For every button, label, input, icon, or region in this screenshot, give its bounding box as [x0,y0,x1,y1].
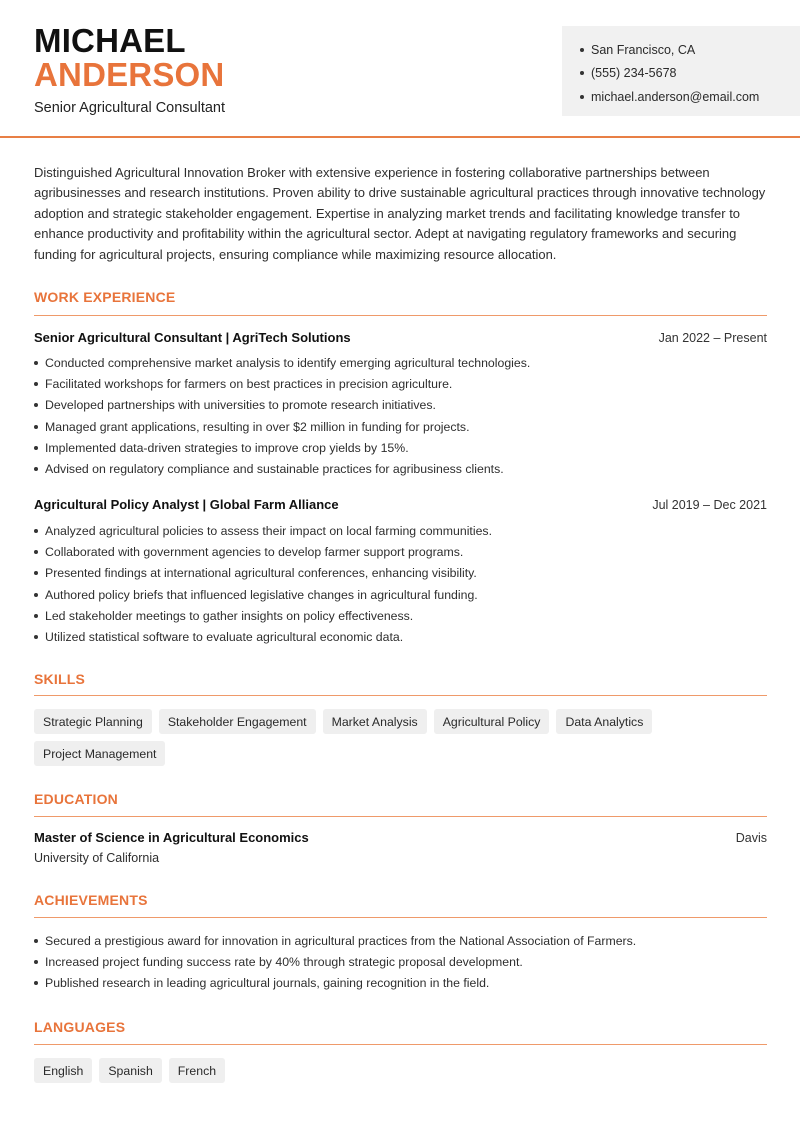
list-item [34,563,767,584]
first-name: MICHAEL [34,22,186,59]
list-item [34,520,767,541]
list-item [34,458,767,479]
section-divider [34,1044,767,1045]
job-title: Senior Agricultural Consultant [34,100,226,116]
list-item [34,541,767,562]
list-item-text: Conducted comprehensive market analysis to identify emerging agricultural technologies. [45,355,531,370]
job-2-dates: Jul 2019 – Dec 2021 [652,498,767,512]
section-divider [34,695,767,696]
last-name: ANDERSON [34,56,225,93]
bullet-icon [34,960,38,964]
language-chip: English [34,1058,92,1083]
list-item [34,973,767,994]
job-2-header [34,497,767,512]
job-1-role: Senior Agricultural Consultant | AgriTech Solutions [34,330,351,345]
bullet-icon [34,403,38,407]
list-item [34,951,767,972]
list-item-text: Implemented data-driven strategies to improve crop yields by 15%. [45,440,409,455]
section-divider [34,315,767,316]
language-chip: Spanish [99,1058,161,1083]
bullet-icon [34,361,38,365]
list-item-text: Authored policy briefs that influenced legislative changes in agricultural funding. [45,587,478,602]
bullet-icon [34,467,38,471]
skill-chip: Stakeholder Engagement [159,709,316,734]
contact-phone-text: (555) 234-5678 [591,66,677,81]
bullet-icon [34,939,38,943]
bullet-icon [34,981,38,985]
bullet-icon [34,571,38,575]
bullet-icon [34,614,38,618]
skills-chips [34,709,774,766]
languages-heading: LANGUAGES [34,1019,126,1035]
job-2-bullets [34,520,767,648]
bullet-icon [34,635,38,639]
list-item-text: Utilized statistical software to evaluate agricultural economic data. [45,630,404,645]
job-1-bullets [34,352,767,480]
contact-location-text: San Francisco, CA [591,42,696,57]
list-item [34,605,767,626]
list-item-text: Published research in leading agricultural journals, gaining recognition in the field. [45,976,490,991]
job-2-role: Agricultural Policy Analyst | Global Farm Alliance [34,497,339,512]
list-item [34,395,767,416]
list-item-text: Secured a prestigious award for innovation in agricultural practices from the National Association of Farmers. [45,933,637,948]
bullet-icon [580,71,584,75]
education-entry [34,830,767,845]
list-item-text: Analyzed agricultural policies to assess their impact on local farming communities. [45,523,492,538]
list-item-text: Facilitated workshops for farmers on best practices in precision agriculture. [45,376,453,391]
list-item-text: Developed partnerships with universities to promote research initiatives. [45,398,436,413]
contact-email [580,85,800,109]
contact-phone [580,62,800,86]
skill-chip: Strategic Planning [34,709,152,734]
section-divider [34,917,767,918]
list-item [34,416,767,437]
list-item-text: Advised on regulatory compliance and sustainable practices for agribusiness clients. [45,462,504,477]
skill-chip: Data Analytics [556,709,652,734]
bullet-icon [580,95,584,99]
job-1-header [34,330,767,345]
contact-location [580,38,800,62]
list-item-text: Increased project funding success rate by 40% through strategic proposal development. [45,954,523,969]
bullet-icon [34,550,38,554]
bullet-icon [34,446,38,450]
language-chips [34,1058,774,1083]
bullet-icon [34,529,38,533]
list-item [34,930,767,951]
education-location: Davis [735,831,767,845]
section-divider [34,816,767,817]
list-item-text: Presented findings at international agricultural conferences, enhancing visibility. [45,566,477,581]
resume-header [0,0,800,138]
list-item-text: Collaborated with government agencies to develop farmer support programs. [45,544,464,559]
skill-chip: Agricultural Policy [434,709,550,734]
list-item [34,373,767,394]
achievements-list [34,930,767,994]
bullet-icon [34,593,38,597]
contact-email-text: michael.anderson@email.com [591,89,760,104]
skill-chip: Market Analysis [323,709,427,734]
list-item [34,437,767,458]
list-item-text: Led stakeholder meetings to gather insights on policy effectiveness. [45,608,414,623]
skill-chip: Project Management [34,741,165,766]
bullet-icon [580,48,584,52]
professional-summary: Distinguished Agricultural Innovation Broker with extensive experience in fostering collaborative partnerships between agribusinesses and research institutions. Proven ability to drive sustainable agricultural practices through innovative technology adoption and strategic stakeholder engagement. Expertise in analyzing market trends and facilitating knowledge transfer to enhance productivity and profitability within the agricultural sector. Adept at navigating regulatory frameworks and securing funding for agricultural projects, ensuring compliance while maximizing resource allocation. [34,165,766,262]
bullet-icon [34,382,38,386]
education-heading: EDUCATION [34,791,118,807]
work-experience-heading: WORK EXPERIENCE [34,289,176,305]
list-item [34,584,767,605]
list-item [34,626,767,647]
job-1-dates: Jan 2022 – Present [658,331,767,345]
degree: Master of Science in Agricultural Economics [34,830,309,845]
language-chip: French [169,1058,225,1083]
achievements-heading: ACHIEVEMENTS [34,892,148,908]
school-name: University of California [34,851,160,865]
contact-box [562,26,800,116]
list-item-text: Managed grant applications, resulting in over $2 million in funding for projects. [45,419,470,434]
skills-heading: SKILLS [34,671,85,687]
bullet-icon [34,425,38,429]
list-item [34,352,767,373]
